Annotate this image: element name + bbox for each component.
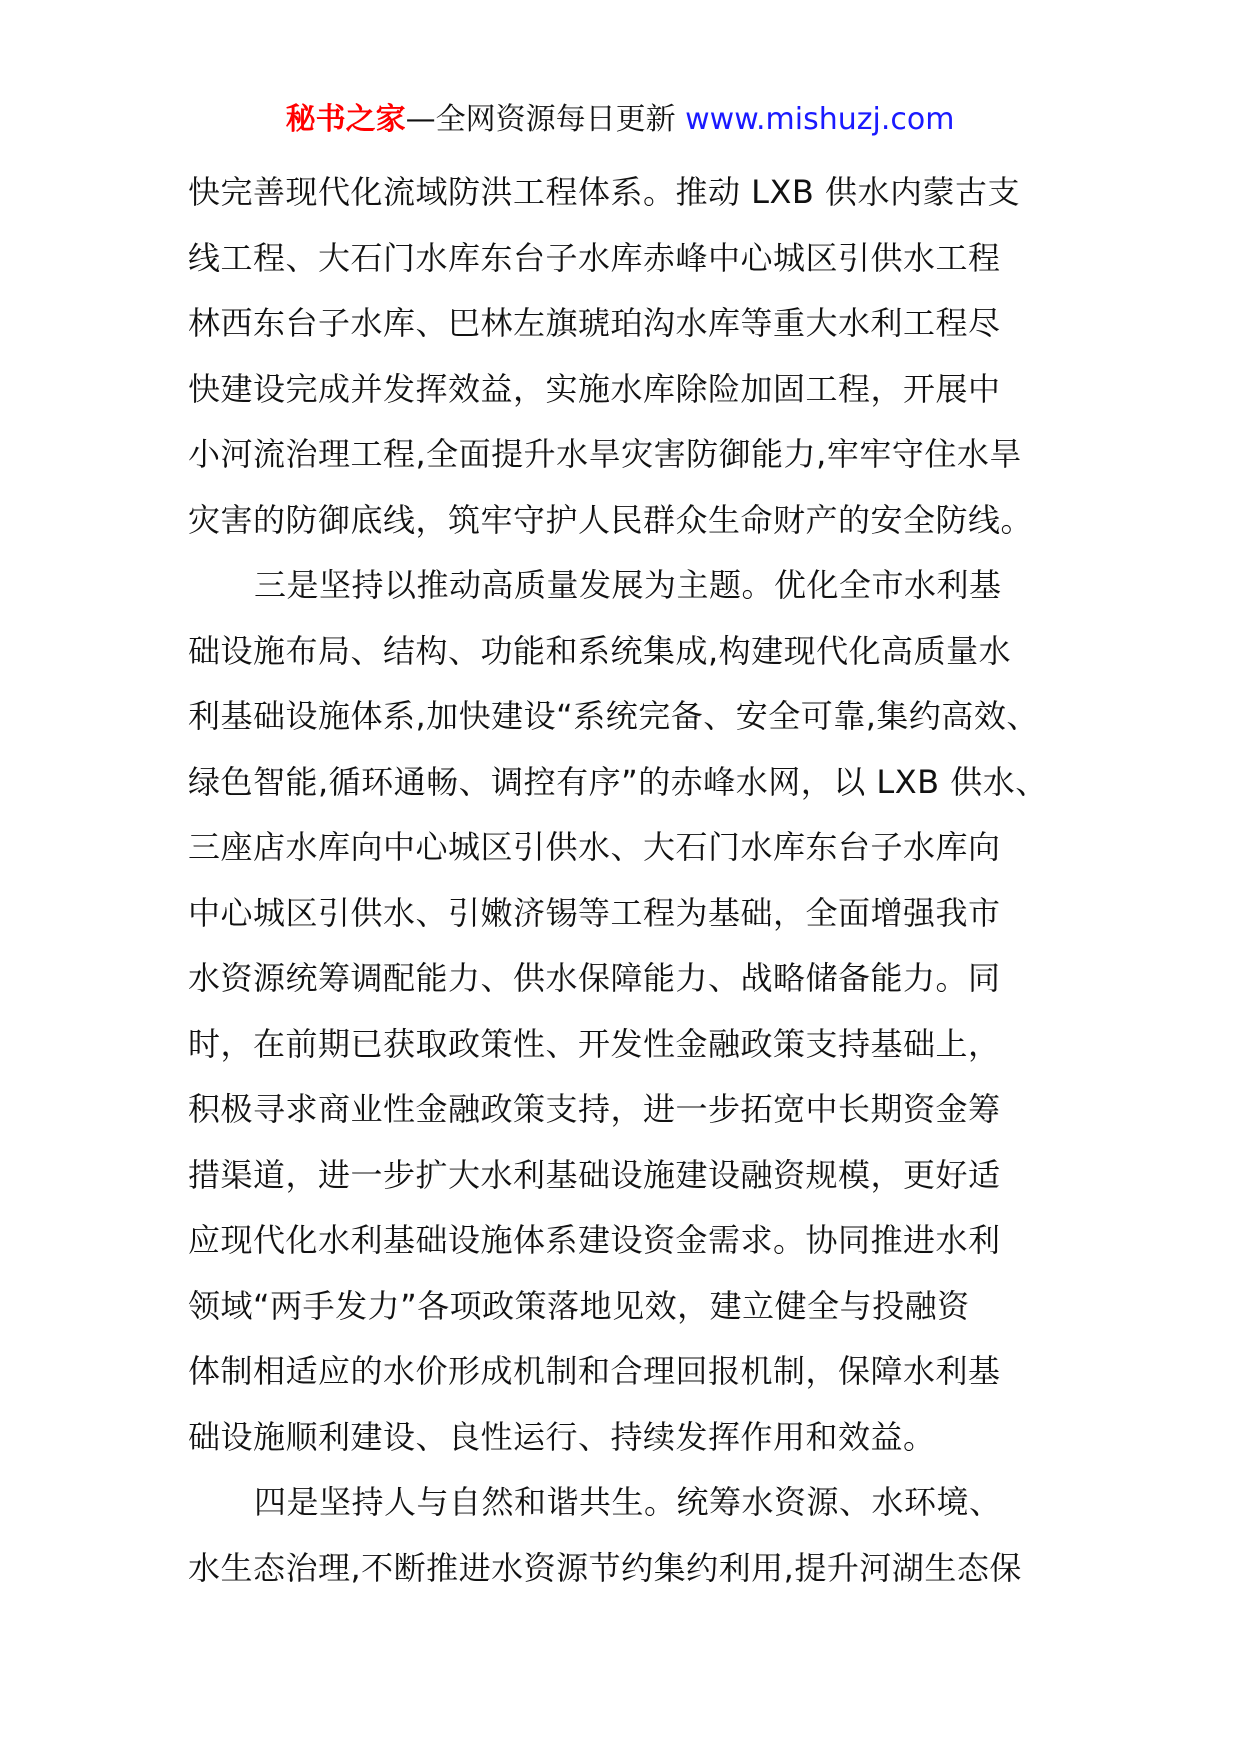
text-line: 积极寻求商业性金融政策支持，进一步拓宽中长期资金筹: [188, 1090, 1001, 1128]
text-line: 础设施布局、结构、功能和系统集成,构建现代化高质量水: [188, 631, 1012, 670]
page-header: [0, 100, 1240, 140]
text-line: 措渠道，进一步扩大水利基础设施建设融资规模，更好适: [188, 1155, 1001, 1194]
text-line: 体制相适应的水价形成机制和合理回报机制，保障水利基: [188, 1352, 1001, 1390]
text-line: 时，在前期已获取政策性、开发性金融政策支持基础上，: [188, 1024, 1001, 1063]
text-line: 四是坚持人与自然和谐共生。统筹水资源、水环境、: [254, 1483, 1002, 1521]
document-body: [188, 160, 1088, 1601]
text-line: 快完善现代化流域防洪工程体系。推动 LXB 供水内蒙古支: [188, 173, 1021, 211]
text-line: 林西东台子水库、巴林左旗琥珀沟水库等重大水利工程尽: [188, 304, 1001, 342]
text-line: 领域“两手发力”各项政策落地见效，建立健全与投融资: [188, 1286, 970, 1325]
text-line: 应现代化水利基础设施体系建设资金需求。协同推进水利: [188, 1221, 1001, 1259]
text-line: 中心城区引供水、引嫩济锡等工程为基础，全面增强我市: [188, 893, 1001, 932]
text-line: 灾害的防御底线，筑牢守护人民群众生命财产的安全防线。: [188, 500, 1034, 539]
text-line: 利基础设施体系,加快建设“系统完备、安全可靠,集约高效、: [188, 697, 1039, 735]
brand-name: 秘书之家: [285, 102, 406, 137]
text-line: 线工程、大石门水库东台子水库赤峰中心城区引供水工程: [188, 238, 1001, 277]
header-slogan: —全网资源每日更新: [405, 102, 686, 137]
website-link[interactable]: www.mishuzj.com: [685, 102, 955, 137]
text-line: 础设施顺利建设、良性运行、持续发挥作用和效益。: [188, 1417, 936, 1456]
text-line: 小河流治理工程,全面提升水旱灾害防御能力,牢牢守住水旱: [188, 435, 1022, 473]
text-line: 水生态治理,不断推进水资源节约集约利用,提升河湖生态保: [188, 1548, 1022, 1587]
text-line: 水资源统筹调配能力、供水保障能力、战略储备能力。同: [188, 959, 1001, 997]
text-line: 绿色智能,循环通畅、调控有序”的赤峰水网，以 LXB 供水、: [188, 762, 1048, 801]
text-line: 三是坚持以推动高质量发展为主题。优化全市水利基: [254, 566, 1002, 604]
text-line: 快建设完成并发挥效益，实施水库除险加固工程，开展中: [188, 369, 1001, 408]
text-line: 三座店水库向中心城区引供水、大石门水库东台子水库向: [188, 828, 1001, 866]
